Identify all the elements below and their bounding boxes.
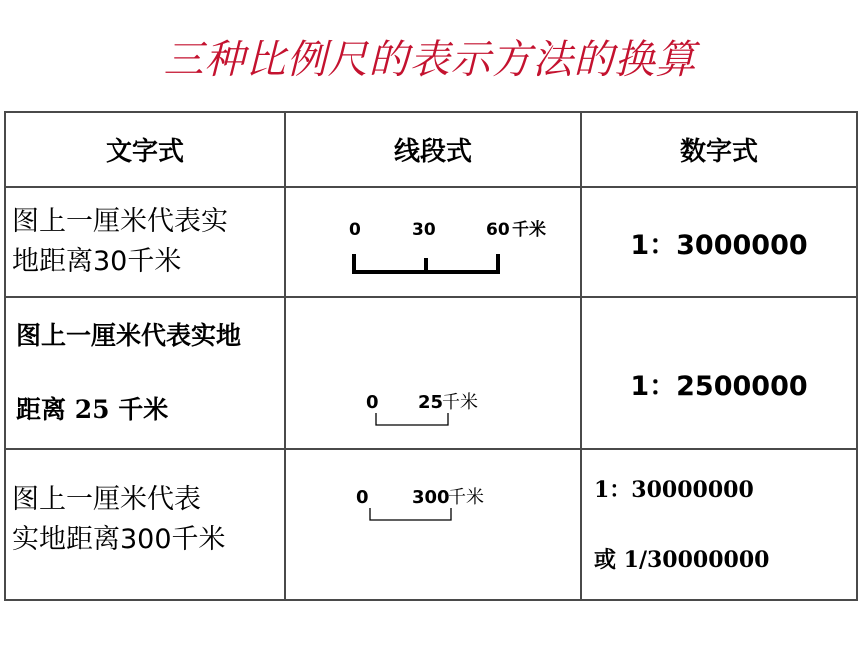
scale-label: 300 bbox=[412, 487, 450, 508]
line-form-cell bbox=[285, 449, 581, 600]
scale-label: 25 bbox=[418, 392, 444, 413]
text-line: 实地距离300千米 bbox=[12, 524, 226, 555]
text-line: 地距离30千米 bbox=[12, 246, 182, 277]
scale-unit: 千米 bbox=[512, 220, 546, 240]
text-line: 图上一厘米代表 bbox=[12, 484, 201, 515]
scale-label: 0 bbox=[356, 487, 369, 508]
text-form-cell bbox=[5, 297, 285, 449]
scale-bar bbox=[286, 450, 582, 601]
scale-bar bbox=[286, 188, 582, 298]
table-row bbox=[5, 297, 857, 449]
number-form-cell: 1：3000000 bbox=[581, 187, 857, 297]
table-row bbox=[5, 187, 857, 297]
ratio-line: 或 1/30000000 bbox=[594, 546, 770, 573]
text-line: 图上一厘米代表实 bbox=[12, 206, 228, 237]
scale-line bbox=[370, 508, 451, 520]
line-form-cell bbox=[285, 187, 581, 297]
text-line: 图上一厘米代表实地 bbox=[16, 321, 242, 350]
scale-bar bbox=[286, 298, 582, 450]
text-line: 距离 25 千米 bbox=[16, 395, 169, 424]
scale-label: 0 bbox=[366, 392, 379, 413]
scale-line bbox=[354, 254, 498, 272]
header-text-form: 文字式 bbox=[5, 112, 285, 187]
scale-label: 60 bbox=[486, 220, 510, 240]
scale-label: 30 bbox=[412, 220, 436, 240]
scale-line bbox=[376, 413, 448, 425]
line-form-cell bbox=[285, 297, 581, 449]
page-title: 三种比例尺的表示方法的换算 bbox=[163, 37, 697, 83]
ratio-line: 1：30000000 bbox=[594, 476, 754, 503]
scale-conversion-table bbox=[4, 111, 858, 601]
scale-unit: 千米 bbox=[448, 487, 484, 508]
header-number-form: 数字式 bbox=[581, 112, 857, 187]
number-form-cell: 1：2500000 bbox=[581, 297, 857, 449]
text-form-cell bbox=[5, 187, 285, 297]
header-line-form: 线段式 bbox=[285, 112, 581, 187]
number-form-cell bbox=[581, 449, 857, 600]
table-header-row bbox=[5, 112, 857, 187]
scale-label: 0 bbox=[349, 220, 361, 240]
scale-unit: 千米 bbox=[442, 392, 478, 413]
text-form-cell bbox=[5, 449, 285, 600]
table-row bbox=[5, 449, 857, 600]
